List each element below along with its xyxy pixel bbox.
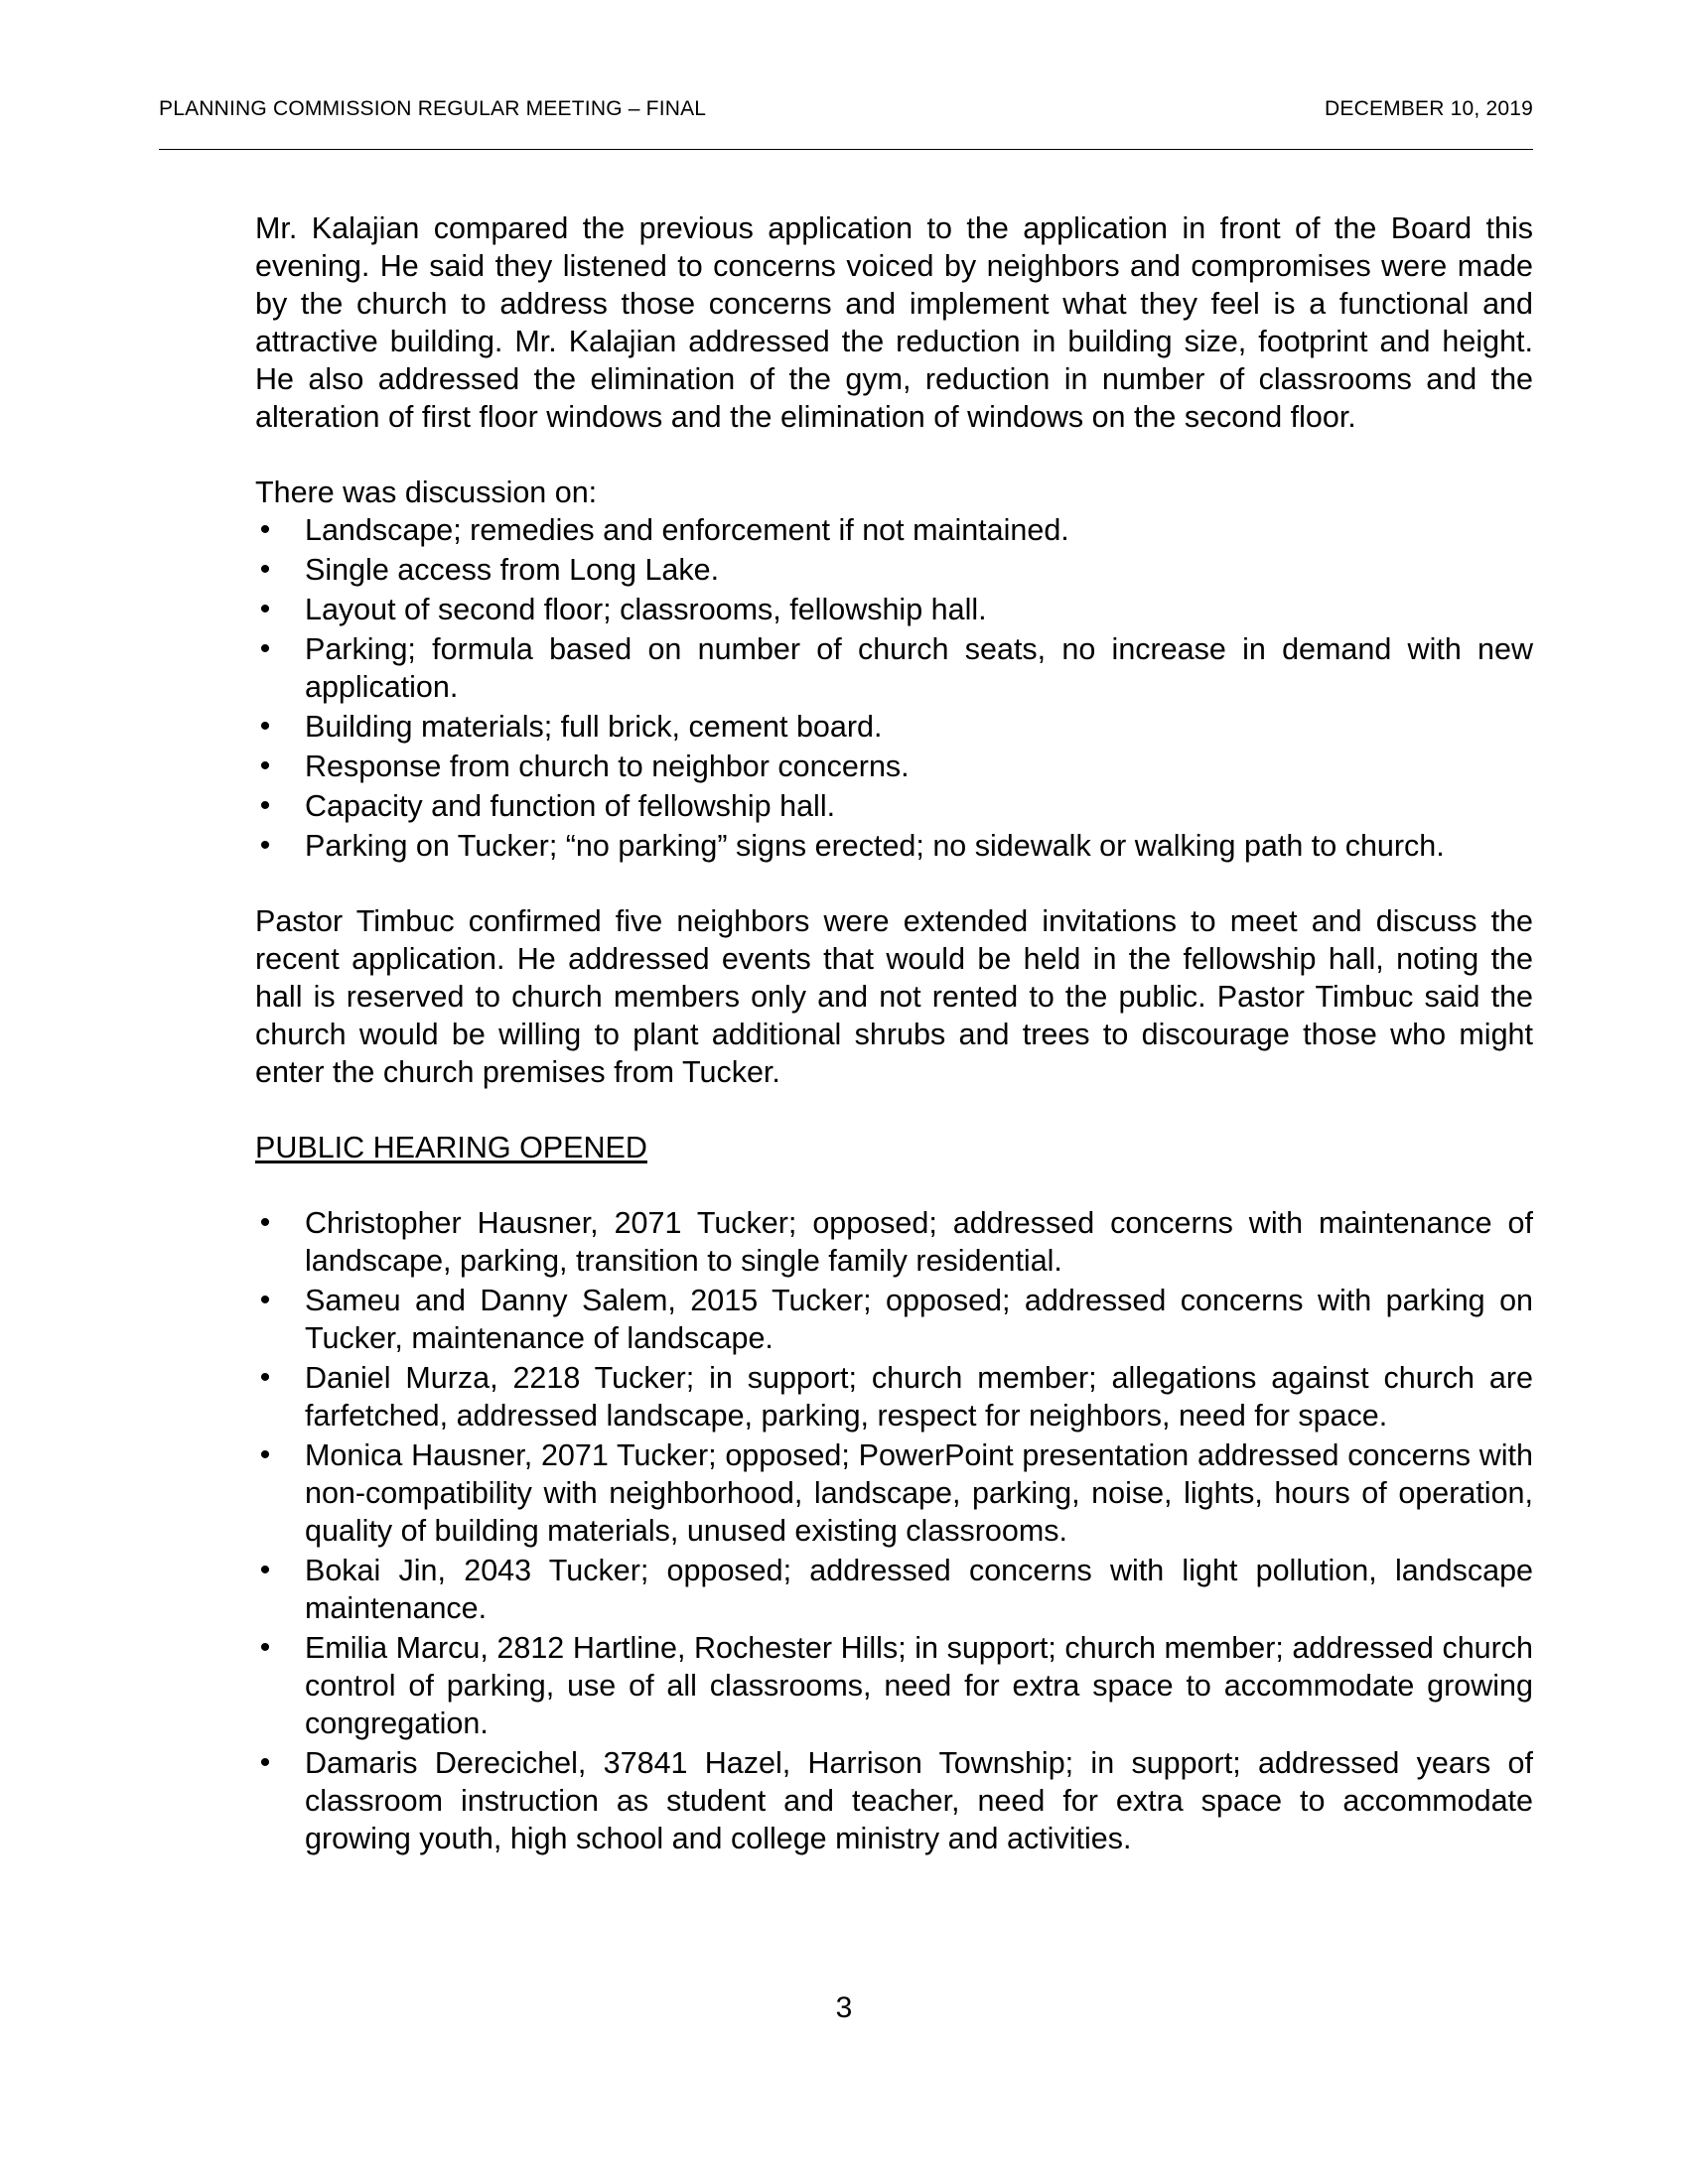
list-item <box>255 708 1533 746</box>
list-item <box>255 1744 1533 1857</box>
list-item-text: Landscape; remedies and enforcement if not maintained. <box>305 513 1069 547</box>
list-item <box>255 827 1533 865</box>
list-item <box>255 787 1533 825</box>
list-item <box>255 1282 1533 1357</box>
list-item <box>255 551 1533 589</box>
discussion-list <box>255 511 1533 865</box>
bullet-icon: • <box>259 1438 271 1471</box>
page-header <box>159 97 1533 127</box>
list-item <box>255 1436 1533 1550</box>
list-item <box>255 630 1533 706</box>
bullet-icon: • <box>259 829 271 862</box>
list-item-text: Response from church to neighbor concerns. <box>305 750 910 783</box>
list-item-text: Capacity and function of fellowship hall. <box>305 789 836 823</box>
public-hearing-list <box>255 1204 1533 1857</box>
list-item-text: Parking on Tucker; “no parking” signs erected; no sidewalk or walking path to church. <box>305 829 1445 863</box>
kalajian-paragraph: Mr. Kalajian compared the previous application to the application in front of the Board this evening. He said they listened to concerns voiced by neighbors and compromises were made by the church to address those concerns and implement what they feel is a functional and attractive building. Mr. Kalajian addressed the reduction in building size, footprint and height. He also addressed the elimination of the gym, reduction in number of classrooms and the alteration of first floor windows and the elimination of windows on the second floor. <box>255 211 1533 434</box>
bullet-icon: • <box>259 593 271 625</box>
discussion-intro: There was discussion on: <box>255 476 598 509</box>
list-item-text: Parking; formula based on number of church seats, no increase in demand with new application. <box>305 632 1533 704</box>
list-item-text: Sameu and Danny Salem, 2015 Tucker; opposed; addressed concerns with parking on Tucker, maintenance of landscape. <box>305 1284 1533 1355</box>
list-item-text: Christopher Hausner, 2071 Tucker; opposed; addressed concerns with maintenance of landscape, parking, transition to single family residential. <box>305 1206 1533 1278</box>
list-item <box>255 511 1533 549</box>
bullet-icon: • <box>259 1631 271 1664</box>
list-item-text: Single access from Long Lake. <box>305 553 720 587</box>
list-item-text: Monica Hausner, 2071 Tucker; opposed; PowerPoint presentation addressed concerns with non-compatibility with neighborhood, landscape, parking, noise, lights, hours of operation, quality of building materials, unused existing classrooms. <box>305 1438 1533 1548</box>
bullet-icon: • <box>259 1361 271 1394</box>
list-item-text: Bokai Jin, 2043 Tucker; opposed; addressed concerns with light pollution, landscape maintenance. <box>305 1554 1533 1625</box>
list-item <box>255 748 1533 785</box>
bullet-icon: • <box>259 1554 271 1586</box>
bullet-icon: • <box>259 710 271 743</box>
bullet-icon: • <box>259 789 271 822</box>
header-divider <box>159 149 1533 150</box>
bullet-icon: • <box>259 1206 271 1239</box>
public-hearing-heading: PUBLIC HEARING OPENED <box>255 1131 647 1164</box>
list-item <box>255 591 1533 628</box>
page-number: 3 <box>835 1991 853 2024</box>
list-item-text: Building materials; full brick, cement board. <box>305 710 883 744</box>
list-item <box>255 1552 1533 1627</box>
bullet-icon: • <box>259 553 271 586</box>
bullet-icon: • <box>259 750 271 782</box>
list-item-text: Layout of second floor; classrooms, fellowship hall. <box>305 593 987 626</box>
list-item-text: Damaris Derecichel, 37841 Hazel, Harrison Township; in support; addressed years of classroom instruction as student and teacher, need for extra space to accommodate growing youth, high school and college ministry and activities. <box>305 1746 1533 1855</box>
list-item <box>255 1359 1533 1434</box>
list-item-text: Emilia Marcu, 2812 Hartline, Rochester Hills; in support; church member; addressed church control of parking, use of all classrooms, need for extra space to accommodate growing congregation. <box>305 1631 1533 1740</box>
timbuc-paragraph: Pastor Timbuc confirmed five neighbors were extended invitations to meet and discuss the recent application. He addressed events that would be held in the fellowship hall, noting the hall is reserved to church members only and not rented to the public. Pastor Timbuc said the church would be willing to plant additional shrubs and trees to discourage those who might enter the church premises from Tucker. <box>255 904 1533 1089</box>
list-item <box>255 1629 1533 1742</box>
bullet-icon: • <box>259 1284 271 1316</box>
bullet-icon: • <box>259 513 271 546</box>
header-meeting-title: PLANNING COMMISSION REGULAR MEETING – FINAL <box>159 97 707 120</box>
header-date: DECEMBER 10, 2019 <box>1325 97 1533 120</box>
bullet-icon: • <box>259 1746 271 1779</box>
list-item <box>255 1204 1533 1280</box>
page-body <box>255 209 1533 1895</box>
list-item-text: Daniel Murza, 2218 Tucker; in support; church member; allegations against church are farfetched, addressed landscape, parking, respect for neighbors, need for space. <box>305 1361 1533 1433</box>
bullet-icon: • <box>259 632 271 665</box>
